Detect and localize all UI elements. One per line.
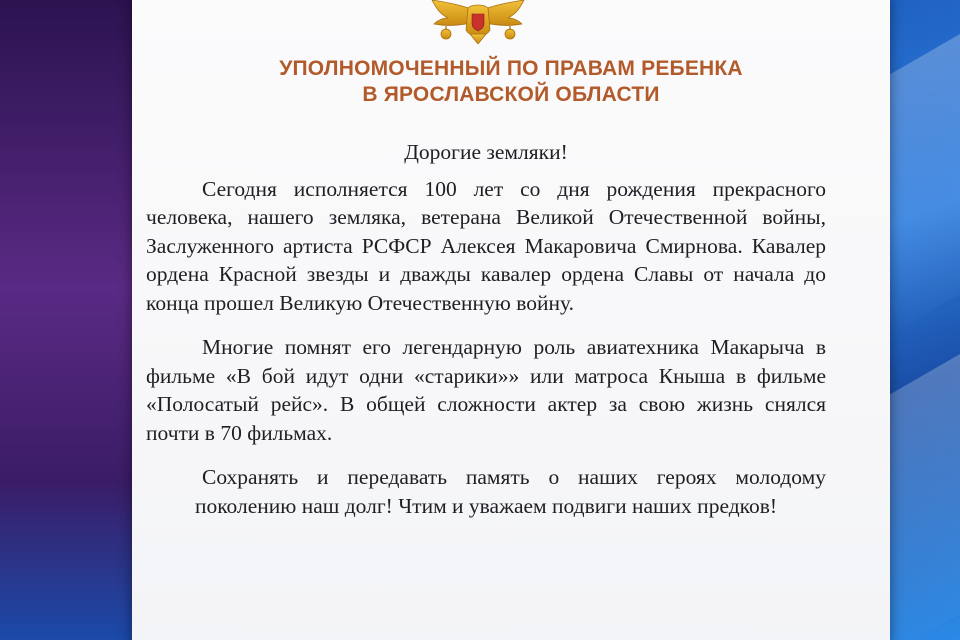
header-line-1: УПОЛНОМОЧЕННЫЙ ПО ПРАВАМ РЕБЕНКА — [279, 57, 743, 80]
double-headed-eagle-emblem-icon — [418, 0, 538, 44]
letter-greeting: Дорогие земляки! — [404, 140, 568, 164]
letter-body — [146, 138, 826, 520]
header-line-2: В ЯРОСЛАВСКОЙ ОБЛАСТИ — [362, 83, 660, 106]
letter-paragraph: Многие помнят его легендарную роль авиатехника Макарыча в фильме «В бой идут одни «старики»» или матроса Кныша в фильме «Полосатый рейс». В общей сложности актер за свою жизнь снялся почти в 70 фильмах. — [146, 335, 826, 445]
letter-paragraph: Сохранять и передавать память о наших героях молодому поколению наш долг! Чтим и уважаем подвиги наших предков! — [194, 465, 826, 518]
background-left-panel — [0, 0, 140, 640]
letter-header — [132, 56, 890, 108]
letter-sheet — [132, 0, 890, 640]
letter-paragraph: Сегодня исполняется 100 лет со дня рождения прекрасного человека, нашего земляка, ветерана Великой Отечественной войны, Заслуженного артиста РСФСР Алексея Макаровича Смирнова. Кавалер ордена Красной звезды и дважды кавалер ордена Славы от начала до конца прошел Великую Отечественную войну. — [146, 176, 826, 315]
